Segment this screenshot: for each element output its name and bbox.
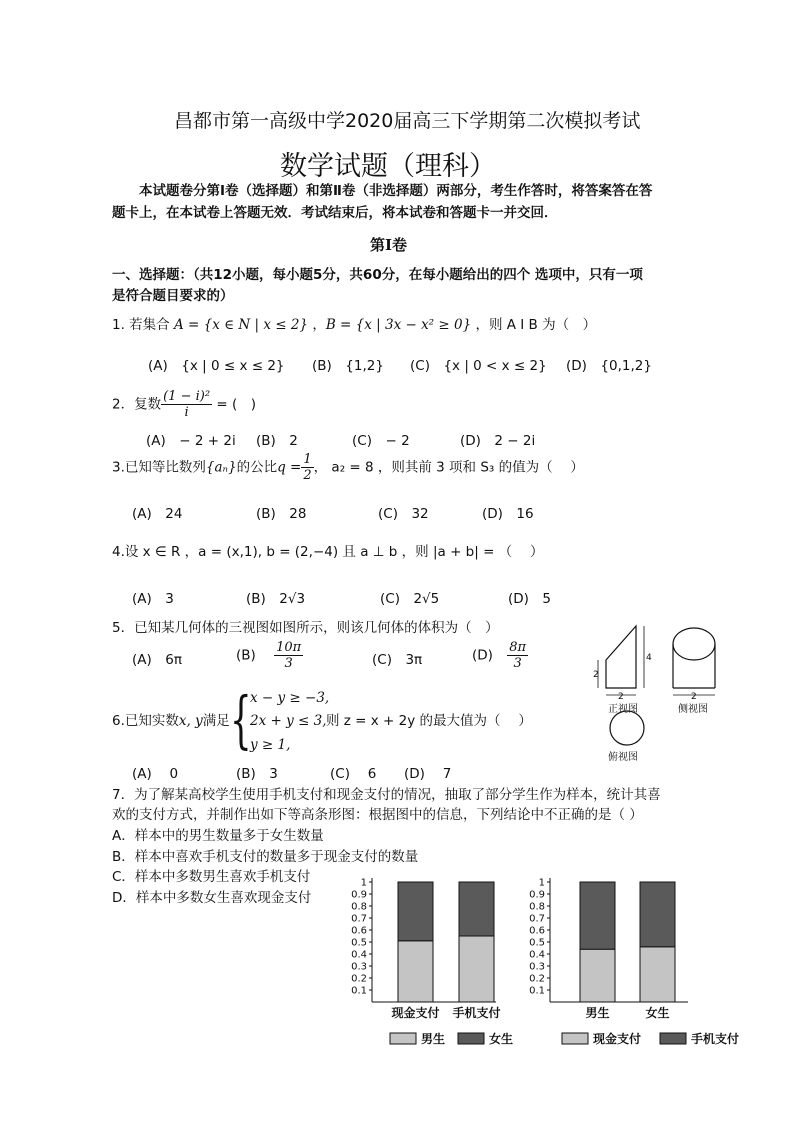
chart1-bar-upper (398, 882, 433, 941)
q2-fraction (161, 389, 212, 420)
chart1-y-tick-label: 0.1 (351, 985, 367, 997)
chart2-y-tick-label: 0.4 (529, 949, 545, 961)
q5-option-c: (C) 3π (372, 652, 423, 668)
q7-option-b: B．样本中喜欢手机支付的数量多于现金支付的数量 (112, 849, 419, 865)
exam-school-title: 昌都市第一高级中学2020届高三下学期第二次模拟考试 (174, 110, 641, 132)
q3-sequence: {aₙ} (205, 459, 237, 476)
q5-d-denominator: 3 (513, 656, 522, 671)
chart2-bar-lower (640, 947, 675, 1002)
side-view-top-ellipse (673, 628, 715, 660)
top-view-caption: 俯视图 (608, 752, 638, 763)
q2-denominator: i (184, 405, 189, 420)
question-7-stem-1: 7．为了解某高校学生使用手机支付和现金支付的情况，抽取了部分学生作为样本，统计其喜 (112, 787, 661, 803)
q1-option-c: (C) {x | 0 < x ≤ 2} (410, 358, 547, 374)
q5-option-d-label: (D) (472, 647, 493, 664)
chart2-bar-lower (580, 949, 615, 1002)
top-view-circle (610, 711, 644, 745)
chart2-bar-upper (580, 882, 615, 949)
chart2-y-tick-label: 0.8 (529, 901, 545, 913)
q4-option-c: (C) 2√5 (380, 591, 440, 607)
chart1-legend-label: 男生 (421, 1032, 446, 1046)
q6-constraint-3: y ≥ 1, (250, 737, 291, 753)
chart2-y-tick-label: 0.6 (529, 925, 545, 937)
q6-constraint-2: 2x + y ≤ 3, (250, 713, 327, 729)
chart1-category-label: 手机支付 (452, 1006, 501, 1020)
q1-separator: ， (308, 317, 326, 333)
chart2-category-label: 女生 (645, 1006, 670, 1020)
chart2-y-tick-label: 1 (538, 877, 545, 889)
q6-brace: { (230, 683, 252, 756)
q1-set-a: A = {x ∈ N | x ≤ 2} (173, 317, 309, 333)
question-5-stem: 5．已知某几何体的三视图如图所示，则该几何体的体积为（ ） (112, 620, 499, 636)
chart-payment-by-gender (518, 868, 754, 1052)
chart1-bar-lower (459, 936, 494, 1002)
q3-ratio-label: q = (277, 459, 302, 476)
q3-numerator: 1 (303, 452, 312, 467)
chart1-y-tick-label: 0.7 (351, 913, 367, 925)
chart1-y-tick-label: 0.6 (351, 925, 367, 937)
q4-option-a: (A) 3 (132, 591, 174, 607)
chart2-y-tick-label: 0.5 (529, 937, 545, 949)
chart2-legend-swatch (562, 1033, 588, 1044)
front-view-caption: 正视图 (608, 704, 638, 715)
chart2-y-tick-label: 0.3 (529, 961, 545, 973)
q6-stem-start (112, 712, 230, 730)
chart2-category-label: 男生 (585, 1006, 610, 1020)
part-heading: 第Ⅰ卷 (370, 236, 408, 254)
chart2-y-tick-label: 0.2 (529, 973, 545, 985)
q2-option-c: (C) − 2 (352, 433, 410, 449)
q1-set-b: B = {x | 3x − x² ≥ 0} (325, 317, 472, 333)
q3-stem-end: ， a₂ = 8 ，则其前 3 项和 S₃ 的值为（ ） (313, 459, 584, 476)
question-2-stem (112, 389, 256, 420)
chart2-y-tick-label: 0.9 (529, 889, 545, 901)
instructions-line-1: 本试题卷分第Ⅰ卷（选择题）和第Ⅱ卷（非选择题）两部分，考生作答时，将答案答在答 (139, 183, 653, 199)
chart1-y-tick-label: 0.2 (351, 973, 367, 985)
q6-stem-prefix: 6.已知实数 (112, 713, 179, 729)
exam-subject-title: 数学试题（理科） (280, 151, 496, 182)
chart1-y-tick-label: 0.5 (351, 937, 367, 949)
q4-option-d: (D) 5 (508, 591, 552, 607)
instructions-line-2: 题卡上，在本试卷上答题无效．考试结束后，将本试卷和答题卡一并交回． (112, 205, 558, 221)
chart-payment-by-method (328, 868, 514, 1052)
q3-fraction (301, 452, 313, 483)
chart1-legend-swatch (458, 1033, 484, 1044)
chart1-y-tick-label: 0.3 (351, 961, 367, 973)
side-view-width: 2 (691, 692, 697, 702)
q1-stem-start: 1. 若集合 (112, 317, 174, 333)
q2-numerator: (1 − i)² (163, 389, 211, 404)
section-heading-line-2: 是符合题目要求的） (112, 288, 234, 304)
chart2-y-tick-label: 0.7 (529, 913, 545, 925)
chart2-legend-swatch (660, 1033, 686, 1044)
q5-option-d (472, 640, 528, 671)
q2-option-d: (D) 2 − 2i (460, 433, 536, 449)
front-view-right-height: 4 (646, 653, 652, 663)
q5-option-a: (A) 6π (132, 652, 182, 668)
chart1-y-tick-label: 0.8 (351, 901, 367, 913)
q3-option-a: (A) 24 (132, 506, 183, 522)
q6-option-b: (B) 3 (236, 766, 278, 782)
front-view-width: 2 (618, 692, 624, 702)
q5-b-denominator: 3 (284, 656, 293, 671)
q5-option-b-fraction (274, 640, 303, 671)
chart2-y-tick-label: 0.1 (529, 985, 545, 997)
q5-b-numerator: 10π (276, 640, 302, 655)
q6-option-a: (A) 0 (132, 766, 179, 782)
q7-option-d: D．样本中多数女生喜欢现金支付 (112, 890, 312, 906)
q6-stem-end: 则 z = x + 2y 的最大值为（ ） (326, 713, 532, 729)
q6-satisfies: 满足 (202, 713, 230, 729)
q4-option-b: (B) 2√3 (246, 591, 306, 607)
q2-option-b: (B) 2 (256, 433, 298, 449)
chart1-legend-swatch (390, 1033, 416, 1044)
q5-d-numerator: 8π (509, 640, 527, 655)
q1-option-b: (B) {1,2} (312, 358, 384, 374)
chart1-y-tick-label: 0.4 (351, 949, 367, 961)
chart1-y-tick-label: 0.9 (351, 889, 367, 901)
q2-option-a: (A) − 2 + 2i (146, 433, 236, 449)
chart2-legend-label: 手机支付 (691, 1032, 740, 1046)
question-4-stem: 4.设 x ∈ R ，a = (x,1), b = (2,−4) 且 a ⊥ b ，则 |a + b| = （ ） (112, 544, 544, 560)
q1-option-d: (D) {0,1,2} (566, 358, 652, 374)
q3-stem-mid: 的公比 (236, 459, 278, 476)
q5-option-d-fraction (507, 640, 528, 671)
q6-variables: x, y (178, 713, 203, 729)
section-heading-line-1: 一、选择题：（共12小题，每小题5分，共60分，在每小题给出的四个 选项中，只有一项 (112, 267, 643, 283)
front-view-left-height: 2 (593, 670, 599, 680)
three-view-figure (590, 620, 740, 766)
side-view-caption: 侧视图 (678, 704, 708, 715)
q1-stem-end: ，则 A I B 为（ ） (471, 317, 597, 333)
q1-option-a: (A) {x | 0 ≤ x ≤ 2} (148, 358, 285, 374)
chart2-legend-label: 现金支付 (593, 1032, 642, 1046)
chart1-category-label: 现金支付 (391, 1006, 440, 1020)
q3-option-c: (C) 32 (378, 506, 429, 522)
question-7-stem-2: 欢的支付方式，并制作出如下等高条形图：根据图中的信息，下列结论中不正确的是（ ） (112, 807, 643, 823)
question-1-stem (112, 316, 596, 334)
q6-option-d: (D) 7 (404, 766, 452, 782)
chart1-bar-upper (459, 882, 494, 936)
q2-stem-start: 2．复数 (112, 396, 162, 413)
chart1-bar-lower (398, 941, 433, 1002)
q3-option-d: (D) 16 (482, 506, 534, 522)
q7-option-c: C．样本中多数男生喜欢手机支付 (112, 869, 311, 885)
q5-option-b-label: (B) (236, 647, 256, 664)
q3-denominator: 2 (303, 468, 312, 483)
q3-option-b: (B) 28 (256, 506, 307, 522)
q2-stem-end: = ( ) (212, 396, 256, 413)
front-view-shape (606, 626, 636, 688)
q3-stem-start: 3.已知等比数列 (112, 459, 206, 476)
q5-option-b (236, 640, 303, 671)
question-3-stem (112, 452, 584, 483)
q7-option-a: A．样本中的男生数量多于女生数量 (112, 828, 324, 844)
chart1-y-tick-label: 1 (360, 877, 367, 889)
chart1-legend-label: 女生 (489, 1032, 514, 1046)
chart2-bar-upper (640, 882, 675, 947)
q6-constraint-1: x − y ≥ −3, (250, 690, 330, 706)
q6-option-c: (C) 6 (330, 766, 377, 782)
